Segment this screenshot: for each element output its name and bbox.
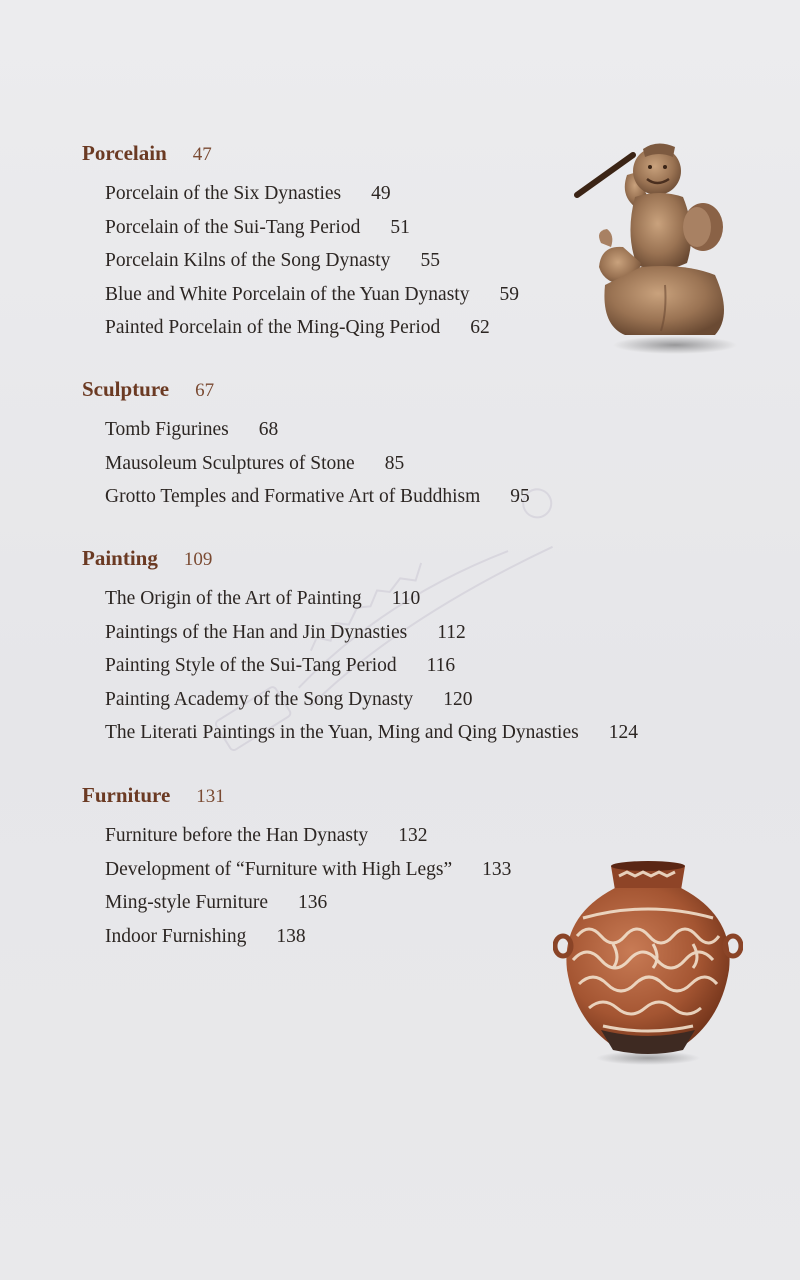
entry-page-number: 68 bbox=[258, 419, 279, 440]
toc-entry[interactable] bbox=[105, 311, 519, 345]
entry-page-number: 110 bbox=[391, 588, 421, 609]
toc-entry[interactable] bbox=[105, 886, 511, 920]
toc-entry[interactable] bbox=[105, 683, 638, 717]
painted-pottery-jar-image bbox=[553, 860, 743, 1066]
entry-title: Porcelain of the Sui-Tang Period bbox=[105, 216, 361, 238]
entry-page-number: 95 bbox=[510, 486, 530, 507]
section-page-number: 67 bbox=[195, 380, 215, 401]
section-page-number: 47 bbox=[192, 144, 212, 165]
entry-page-number: 133 bbox=[482, 858, 512, 880]
entry-title: The Origin of the Art of Painting bbox=[105, 588, 362, 609]
entry-title: Indoor Furnishing bbox=[105, 925, 247, 947]
toc-entry[interactable] bbox=[105, 480, 530, 514]
toc-entry[interactable] bbox=[105, 649, 638, 683]
entry-page-number: 124 bbox=[608, 722, 638, 743]
entry-title: Painting Style of the Sui-Tang Period bbox=[105, 655, 397, 676]
toc-entry[interactable] bbox=[105, 582, 638, 616]
entry-page-number: 112 bbox=[437, 621, 466, 643]
toc-entry[interactable] bbox=[105, 413, 530, 447]
section-heading bbox=[82, 377, 530, 403]
entry-page-number: 136 bbox=[298, 892, 328, 913]
toc-entry[interactable] bbox=[105, 447, 530, 481]
entry-title: Tomb Figurines bbox=[105, 419, 229, 440]
section-page-number: 131 bbox=[196, 786, 225, 807]
entry-title: Blue and White Porcelain of the Yuan Dynasty bbox=[105, 283, 470, 305]
entry-page-number: 51 bbox=[390, 216, 410, 238]
drummer-figurine-image bbox=[565, 135, 745, 357]
section-sculpture bbox=[82, 377, 530, 514]
toc-entry[interactable] bbox=[105, 278, 519, 312]
section-painting bbox=[82, 546, 638, 750]
toc-entry[interactable] bbox=[105, 616, 638, 650]
entry-title: Grotto Temples and Formative Art of Buddhism bbox=[105, 486, 481, 507]
entry-title: Development of “Furniture with High Legs” bbox=[105, 858, 453, 880]
toc-entry[interactable] bbox=[105, 716, 638, 750]
toc-entry[interactable] bbox=[105, 920, 511, 954]
section-furniture bbox=[82, 783, 511, 953]
section-heading bbox=[82, 141, 519, 167]
toc-entry[interactable] bbox=[105, 177, 519, 211]
entry-page-number: 116 bbox=[426, 655, 456, 676]
entry-title: Ming-style Furniture bbox=[105, 892, 269, 913]
toc-entry[interactable] bbox=[105, 819, 511, 853]
entry-page-number: 62 bbox=[470, 317, 490, 338]
section-title[interactable]: Porcelain bbox=[82, 141, 167, 165]
entry-title: Furniture before the Han Dynasty bbox=[105, 825, 369, 846]
entry-list bbox=[82, 413, 530, 514]
toc-entry[interactable] bbox=[105, 853, 511, 887]
entry-list bbox=[82, 582, 638, 750]
entry-page-number: 49 bbox=[371, 183, 391, 204]
toc-entry[interactable] bbox=[105, 244, 519, 278]
entry-title: Painting Academy of the Song Dynasty bbox=[105, 688, 414, 710]
entry-page-number: 120 bbox=[443, 688, 473, 710]
entry-title: Mausoleum Sculptures of Stone bbox=[105, 452, 355, 474]
entry-page-number: 55 bbox=[420, 250, 440, 271]
entry-title: Porcelain Kilns of the Song Dynasty bbox=[105, 250, 391, 271]
entry-title: Porcelain of the Six Dynasties bbox=[105, 183, 342, 204]
section-title[interactable]: Sculpture bbox=[82, 377, 170, 401]
entry-title: Painted Porcelain of the Ming-Qing Period bbox=[105, 317, 441, 338]
entry-title: The Literati Paintings in the Yuan, Ming and Qing Dynasties bbox=[105, 722, 579, 743]
entry-page-number: 138 bbox=[276, 925, 306, 947]
section-porcelain bbox=[82, 141, 519, 345]
toc-entry[interactable] bbox=[105, 211, 519, 245]
section-heading bbox=[82, 783, 511, 809]
entry-list bbox=[82, 819, 511, 953]
entry-list bbox=[82, 177, 519, 345]
entry-page-number: 59 bbox=[499, 283, 519, 305]
section-heading bbox=[82, 546, 638, 572]
section-title[interactable]: Furniture bbox=[82, 783, 171, 807]
entry-page-number: 85 bbox=[384, 452, 405, 474]
entry-page-number: 132 bbox=[398, 825, 428, 846]
entry-title: Paintings of the Han and Jin Dynasties bbox=[105, 621, 408, 643]
section-title[interactable]: Painting bbox=[82, 546, 158, 570]
section-page-number: 109 bbox=[183, 549, 213, 570]
